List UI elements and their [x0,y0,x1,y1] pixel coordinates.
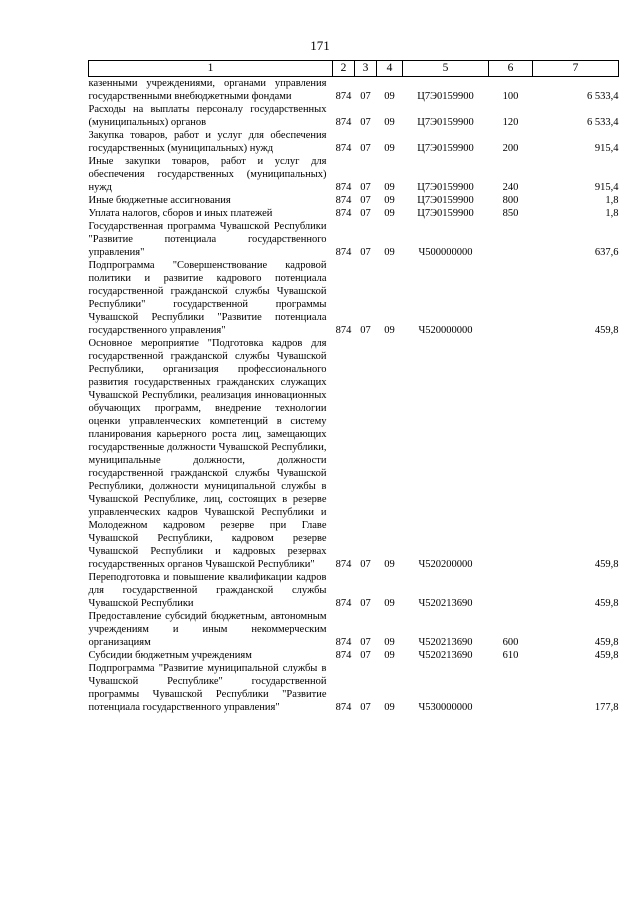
target-item-code: Ц7Э0159900 [417,195,474,206]
amount: 915,4 [594,182,619,193]
subsection-code: 09 [384,702,395,713]
expense-type-code: 200 [502,143,519,154]
row-description: Государственная программа Чувашской Республики "Развитие потенциала государственного управления" [88,221,327,258]
target-item-code: Ч520200000 [418,559,473,570]
subsection-code: 09 [384,208,395,219]
target-item-code: Ц7Э0159900 [417,143,474,154]
table-row [89,207,619,220]
row-description: Переподготовка и повышение квалификации кадров для государственной гражданской службы Чувашской Республики [88,572,327,609]
row-description: Уплата налогов, сборов и иных платежей [88,208,273,219]
expense-type-code [489,259,533,337]
row-description: Закупка товаров, работ и услуг для обеспечения государственных (муниципальных) нужд [88,130,327,154]
row-description: Предоставление субсидий бюджетным, автономным учреждениям и иным некоммерческим организациям [88,611,327,648]
column-header-4: 4 [377,61,403,77]
subsection-code: 09 [384,247,395,258]
admin-code: 874 [335,650,352,661]
target-item-code: Ц7Э0159900 [417,182,474,193]
amount: 177,8 [594,702,619,713]
subsection-code: 09 [384,637,395,648]
section-code: 07 [360,182,371,193]
expense-type-code: 600 [502,637,519,648]
expense-type-code [489,220,533,259]
section-code: 07 [360,247,371,258]
section-code: 07 [360,117,371,128]
column-header-6: 6 [489,61,533,77]
row-description: казенными учреждениями, органами управления государственными внебюджетными фондами [88,78,327,102]
table-row [89,610,619,649]
subsection-code: 09 [384,195,395,206]
row-description: Подпрограмма "Развитие муниципальной службы в Чувашской Республике" государственной программы Чувашской Республики "Развитие потенциала государственного управления" [88,663,327,713]
amount: 1,8 [605,208,619,219]
expense-type-code [489,337,533,571]
admin-code: 874 [335,208,352,219]
column-header-1: 1 [89,61,333,77]
expense-type-code: 120 [502,117,519,128]
subsection-code: 09 [384,91,395,102]
amount: 459,8 [594,598,619,609]
section-code: 07 [360,650,371,661]
amount: 459,8 [594,650,619,661]
section-code: 07 [360,702,371,713]
expense-type-code: 240 [502,182,519,193]
table-row [89,77,619,104]
amount: 915,4 [594,143,619,154]
admin-code: 874 [335,702,352,713]
subsection-code: 09 [384,325,395,336]
row-description: Расходы на выплаты персоналу государственных (муниципальных) органов [88,104,327,128]
row-description: Иные бюджетные ассигнования [88,195,231,206]
table-row [89,194,619,207]
expense-type-code: 100 [502,91,519,102]
header-row [89,61,619,77]
expense-type-code [489,571,533,610]
target-item-code: Ц7Э0159900 [417,208,474,219]
admin-code: 874 [335,247,352,258]
amount: 6 533,4 [587,117,619,128]
section-code: 07 [360,559,371,570]
row-description: Основное мероприятие "Подготовка кадров для государственной гражданской службы Чувашской Республики, организация профессионального развития государственных гражданских служащих Чувашской Республики, реализация инновационных обучающих программ, внедрение технологии оценки управленческих компетенций в систему планирования карьерного роста лиц, замещающих государственные должности Чувашской Республики, муниципальные должности, должности государственной гражданской службы Чувашской Республики, должности муниципальной службы в Чувашской Республике, лиц, состоящих в резерве управленческих кадров Чувашской Республики и Молодежном кадровом резерве при Главе Чувашской Республики, кадровом резерве Чувашской Республики и кадровых резервах государственных органов Чувашской Республики" [88,338,327,570]
table-row [89,649,619,662]
table-body [89,77,619,715]
budget-table [88,60,619,714]
subsection-code: 09 [384,650,395,661]
amount: 459,8 [594,325,619,336]
expense-type-code [489,662,533,714]
table-row [89,129,619,155]
admin-code: 874 [335,91,352,102]
admin-code: 874 [335,559,352,570]
column-header-5: 5 [403,61,489,77]
section-code: 07 [360,598,371,609]
admin-code: 874 [335,117,352,128]
section-code: 07 [360,195,371,206]
target-item-code: Ч520213690 [418,598,473,609]
table-row [89,103,619,129]
amount: 6 533,4 [587,91,619,102]
target-item-code: Ч520213690 [418,650,473,661]
section-code: 07 [360,91,371,102]
expense-type-code: 800 [502,195,519,206]
amount: 1,8 [605,195,619,206]
subsection-code: 09 [384,143,395,154]
table-row [89,155,619,194]
target-item-code: Ч520000000 [418,325,473,336]
admin-code: 874 [335,195,352,206]
table-row [89,337,619,571]
column-header-3: 3 [355,61,377,77]
column-header-2: 2 [333,61,355,77]
amount: 637,6 [594,247,619,258]
subsection-code: 09 [384,117,395,128]
column-header-7: 7 [533,61,619,77]
subsection-code: 09 [384,182,395,193]
table-row [89,571,619,610]
amount: 459,8 [594,559,619,570]
target-item-code: Ч530000000 [418,702,473,713]
table-row [89,662,619,714]
section-code: 07 [360,143,371,154]
table-row [89,220,619,259]
row-description: Иные закупки товаров, работ и услуг для обеспечения государственных (муниципальных) нужд [88,156,327,193]
table-row [89,259,619,337]
section-code: 07 [360,637,371,648]
target-item-code: Ч520213690 [418,637,473,648]
section-code: 07 [360,208,371,219]
admin-code: 874 [335,325,352,336]
admin-code: 874 [335,182,352,193]
target-item-code: Ц7Э0159900 [417,117,474,128]
row-description: Субсидии бюджетным учреждениям [88,650,252,661]
expense-type-code: 610 [502,650,519,661]
target-item-code: Ц7Э0159900 [417,91,474,102]
amount: 459,8 [594,637,619,648]
page-number: 171 [310,38,330,53]
subsection-code: 09 [384,598,395,609]
admin-code: 874 [335,598,352,609]
admin-code: 874 [335,143,352,154]
admin-code: 874 [335,637,352,648]
expense-type-code: 850 [502,208,519,219]
subsection-code: 09 [384,559,395,570]
section-code: 07 [360,325,371,336]
target-item-code: Ч500000000 [418,247,473,258]
row-description: Подпрограмма "Совершенствование кадровой политики и развитие кадрового потенциала государственной гражданской службы Чувашской Республики" государственной программы Чувашской Республики "Развитие потенциала государственного управления" [88,260,327,336]
